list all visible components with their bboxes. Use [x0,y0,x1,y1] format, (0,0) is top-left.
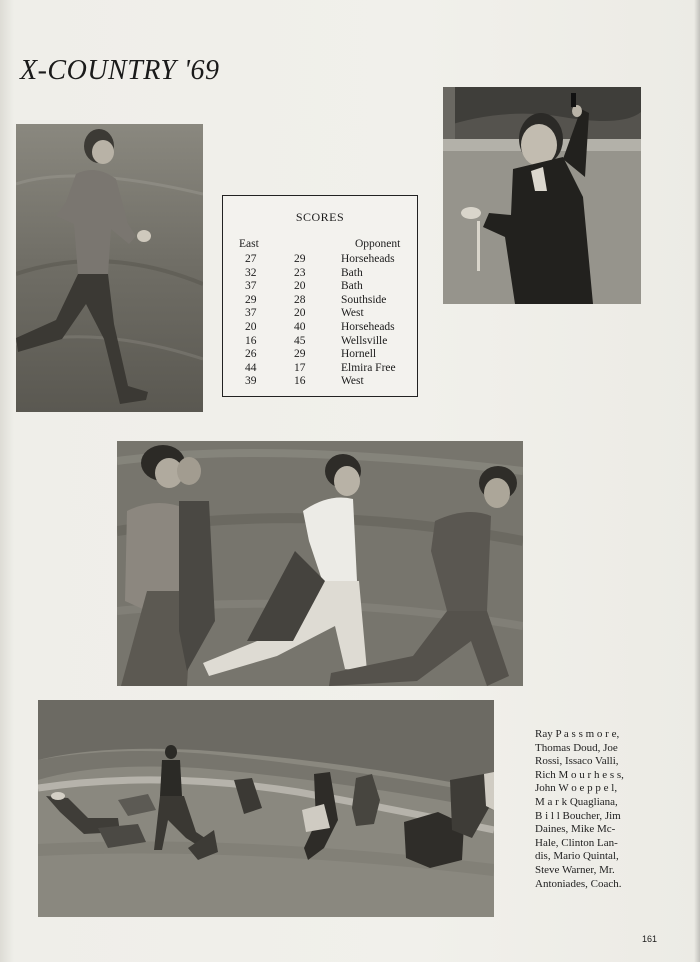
east-score: 27 [245,253,257,265]
photo-team-exercises [38,700,494,917]
east-score: 44 [245,361,257,374]
score-row [223,280,419,294]
photo-coach-stopwatch [443,87,641,304]
opponent-score: 40 [294,321,306,333]
opponent-score: 20 [294,280,306,293]
photo-group-runners [117,441,523,686]
opponent-score: 20 [294,307,306,320]
team-roster-caption [535,728,639,891]
page-number: 161 [642,934,658,944]
caption-line: Antoniades, Coach. [535,877,622,890]
column-header-east: East [239,238,259,250]
caption-line: B i l l Boucher, Jim [535,809,621,822]
score-row [223,294,419,308]
score-row [223,307,419,321]
page-edge-shadow [694,0,700,962]
opponent-score: 17 [294,361,306,374]
score-row [223,321,419,335]
opponent-score: 29 [294,348,306,361]
east-score: 16 [245,334,257,347]
scores-heading: SCORES [295,210,345,224]
score-row [223,267,419,281]
score-row [223,348,419,362]
caption-line: Ray P a s s m o r e, [535,728,620,740]
opponent-team: Hornell [341,348,377,361]
opponent-team: West [341,375,364,388]
caption-line: Steve Warner, Mr. [535,863,615,876]
east-score: 29 [245,293,257,306]
opponent-team: Wellsville [341,334,388,347]
opponent-score: 16 [294,375,306,388]
east-score: 39 [245,375,257,388]
caption-line: John W o e p p e l, [535,782,618,795]
opponent-score: 45 [294,334,306,347]
opponent-score: 23 [294,266,306,279]
caption-line: Rich M o u r h e s s, [535,768,624,781]
column-header-opponent: Opponent [355,238,401,250]
caption-line: Thomas Doud, Joe [535,741,618,754]
opponent-team: Southside [341,293,387,306]
caption-line: Hale, Clinton Lan- [535,836,618,849]
opponent-team: West [341,307,364,320]
east-score: 26 [245,348,257,361]
caption-line: Daines, Mike Mc- [535,823,616,836]
score-row [223,253,419,267]
caption-line: dis, Mario Quintal, [535,850,619,863]
opponent-team: Elmira Free [341,361,396,374]
opponent-score: 29 [294,253,306,265]
caption-line: Rossi, Issaco Valli, [535,755,619,768]
caption-line: M a r k Quagliana, [535,795,618,808]
opponent-team: Horseheads [341,321,395,333]
scores-table [222,195,418,397]
east-score: 32 [245,266,257,279]
score-row [223,375,419,389]
east-score: 37 [245,307,257,320]
photo-single-runner [16,124,203,412]
score-row [223,335,419,349]
east-score: 20 [245,321,257,333]
opponent-team: Bath [341,266,363,279]
opponent-team: Bath [341,280,363,293]
opponent-team: Horseheads [341,253,395,265]
opponent-score: 28 [294,293,306,306]
score-row [223,362,419,376]
east-score: 37 [245,280,257,293]
page-title: X-COUNTRY '69 [20,55,220,86]
